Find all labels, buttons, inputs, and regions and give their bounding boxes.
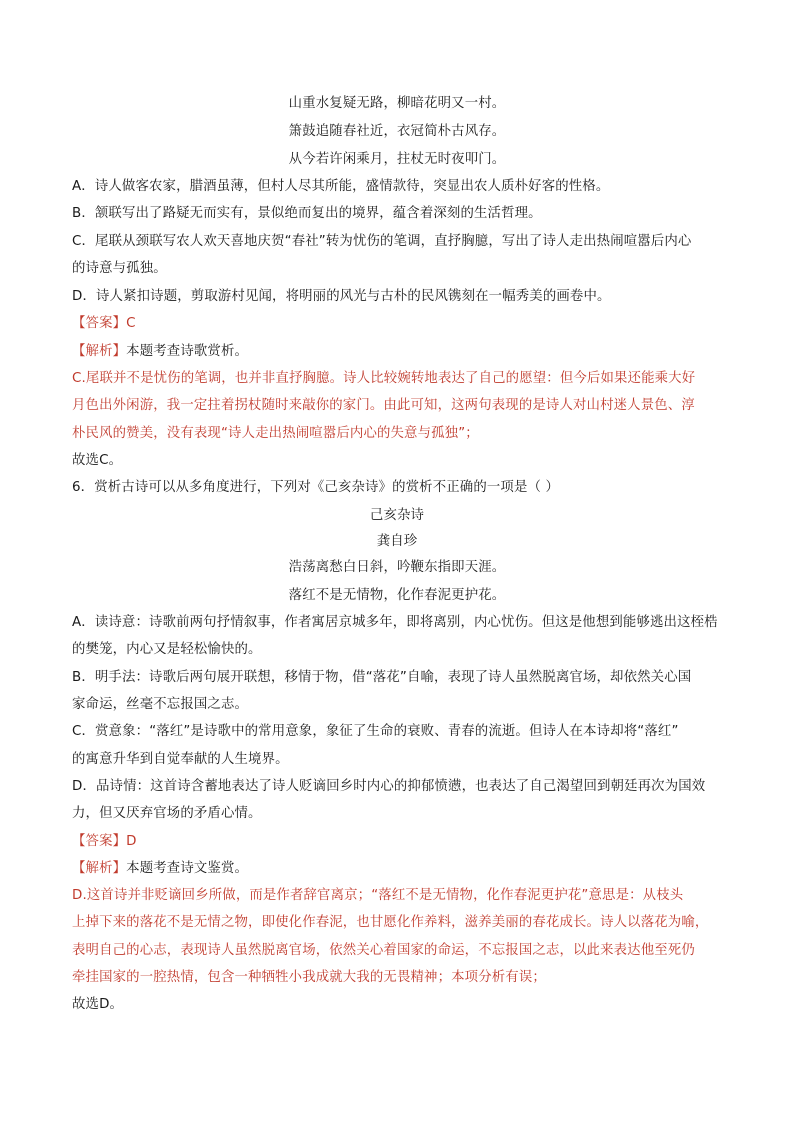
q6-analysis-label: 【解析】 — [72, 861, 127, 876]
q6-option-b-line-1: B．明手法：诗歌后两句展开联想，移情于物，借“落花”自喻，表现了诗人虽然脱离官场，却依然关心国 — [72, 670, 692, 685]
q5-conclusion: 故选C。 — [72, 453, 123, 468]
q5-analysis-line-1: C.尾联并不是忧伤的笔调，也并非直抒胸臆。诗人比较婉转地表达了自己的愿望：但今后如果还能乘大好 — [72, 371, 696, 386]
q5-analysis-line-2: 月色出外闲游，我一定拄着拐杖随时来敲你的家门。由此可知，这两句表现的是诗人对山村迷人景色、淳 — [72, 398, 695, 413]
q6-analysis-heading — [72, 860, 727, 878]
q5-option-c-line-2: 的诗意与孤独。 — [72, 261, 167, 276]
q6-poem-title: 己亥杂诗 — [369, 508, 425, 523]
q5-option-b: B．颔联写出了路疑无而实有，景似绝而复出的境界，蕴含着深刻的生活哲理。 — [72, 206, 542, 221]
q5-option-d: D．诗人紧扣诗题，剪取游村见闻，将明丽的风光与古朴的民风镌刻在一幅秀美的画卷中。 — [72, 289, 611, 304]
q6-conclusion: 故选D。 — [72, 997, 124, 1012]
q6-analysis-line-3: 表明自己的心志，表现诗人虽然脱离官场，依然关心着国家的命运，不忘报国之志，以此来表达他至死仍 — [72, 943, 695, 958]
q5-option-c-line-1: C．尾联从颈联写农人欢天喜地庆贺“春社”转为忧伤的笔调，直抒胸臆，写出了诗人走出热闹喧嚣后内心 — [72, 234, 692, 249]
q6-analysis-line-2: 上掉下来的落花不是无情之物，即使化作春泥，也甘愿化作养料，滋养美丽的春花成长。诗人以落花为喻， — [72, 915, 709, 930]
q6-option-d-line-2: 力，但又厌弃官场的矛盾心情。 — [72, 806, 262, 821]
q6-option-a-line-1: A．读诗意：诗歌前两句抒情叙事，作者寓居京城多年，即将离别，内心忧伤。但这是他想到能够逃出这桎梏 — [72, 615, 718, 630]
q5-poem-line-2: 箫鼓追随春社近，衣冠简朴古风存。 — [288, 124, 506, 139]
q6-option-d-line-1: D．品诗情：这首诗含蓄地表达了诗人贬谪回乡时内心的抑郁愤懑，也表达了自己渴望回到朝廷再次为国效 — [72, 779, 706, 794]
q6-analysis-intro: 本题考查诗文鉴赏。 — [126, 861, 249, 876]
q6-answer: 【答案】D — [72, 834, 137, 849]
q5-answer: 【答案】C — [72, 316, 136, 331]
q6-option-c-line-1: C．赏意象：“落红”是诗歌中的常用意象，象征了生命的衰败、青春的流逝。但诗人在本诗却将“落红” — [72, 724, 679, 739]
q6-question: 6．赏析古诗可以从多角度进行，下列对《己亥杂诗》的赏析不正确的一项是（ ） — [72, 480, 559, 495]
q5-analysis-label: 【解析】 — [72, 344, 127, 359]
q6-analysis-line-1: D.这首诗并非贬谪回乡所做，而是作者辞官离京；“落红不是无情物，化作春泥更护花”意思是：从枝头 — [72, 888, 684, 903]
q6-option-a-line-2: 的樊笼，内心又是轻松愉快的。 — [72, 642, 262, 657]
q5-analysis-line-3: 朴民风的赞美，没有表现“诗人走出热闹喧嚣后内心的失意与孤独”； — [72, 426, 479, 441]
q6-analysis-line-4: 牵挂国家的一腔热情，包含一种牺牲小我成就大我的无畏精神；本项分析有误； — [72, 970, 546, 985]
q5-analysis-intro: 本题考查诗歌赏析。 — [126, 344, 249, 359]
q5-poem-line-3: 从今若许闲乘月，拄杖无时夜叩门。 — [288, 152, 506, 167]
q5-analysis-heading — [72, 343, 727, 361]
q6-poem-line-1: 浩荡离愁白日斜，吟鞭东指即天涯。 — [288, 560, 506, 575]
q6-poem-line-2: 落红不是无情物，化作春泥更护花。 — [288, 588, 506, 603]
q6-option-c-line-2: 的寓意升华到自觉奉献的人生境界。 — [72, 752, 289, 767]
q5-option-a: A．诗人做客农家，腊酒虽薄，但村人尽其所能，盛情款待，突显出农人质朴好客的性格。 — [72, 179, 610, 194]
q6-option-b-line-2: 家命运，丝毫不忘报国之志。 — [72, 697, 249, 712]
q6-poem-author: 龚自珍 — [376, 534, 418, 549]
q5-poem-line-1: 山重水复疑无路，柳暗花明又一村。 — [288, 96, 506, 111]
